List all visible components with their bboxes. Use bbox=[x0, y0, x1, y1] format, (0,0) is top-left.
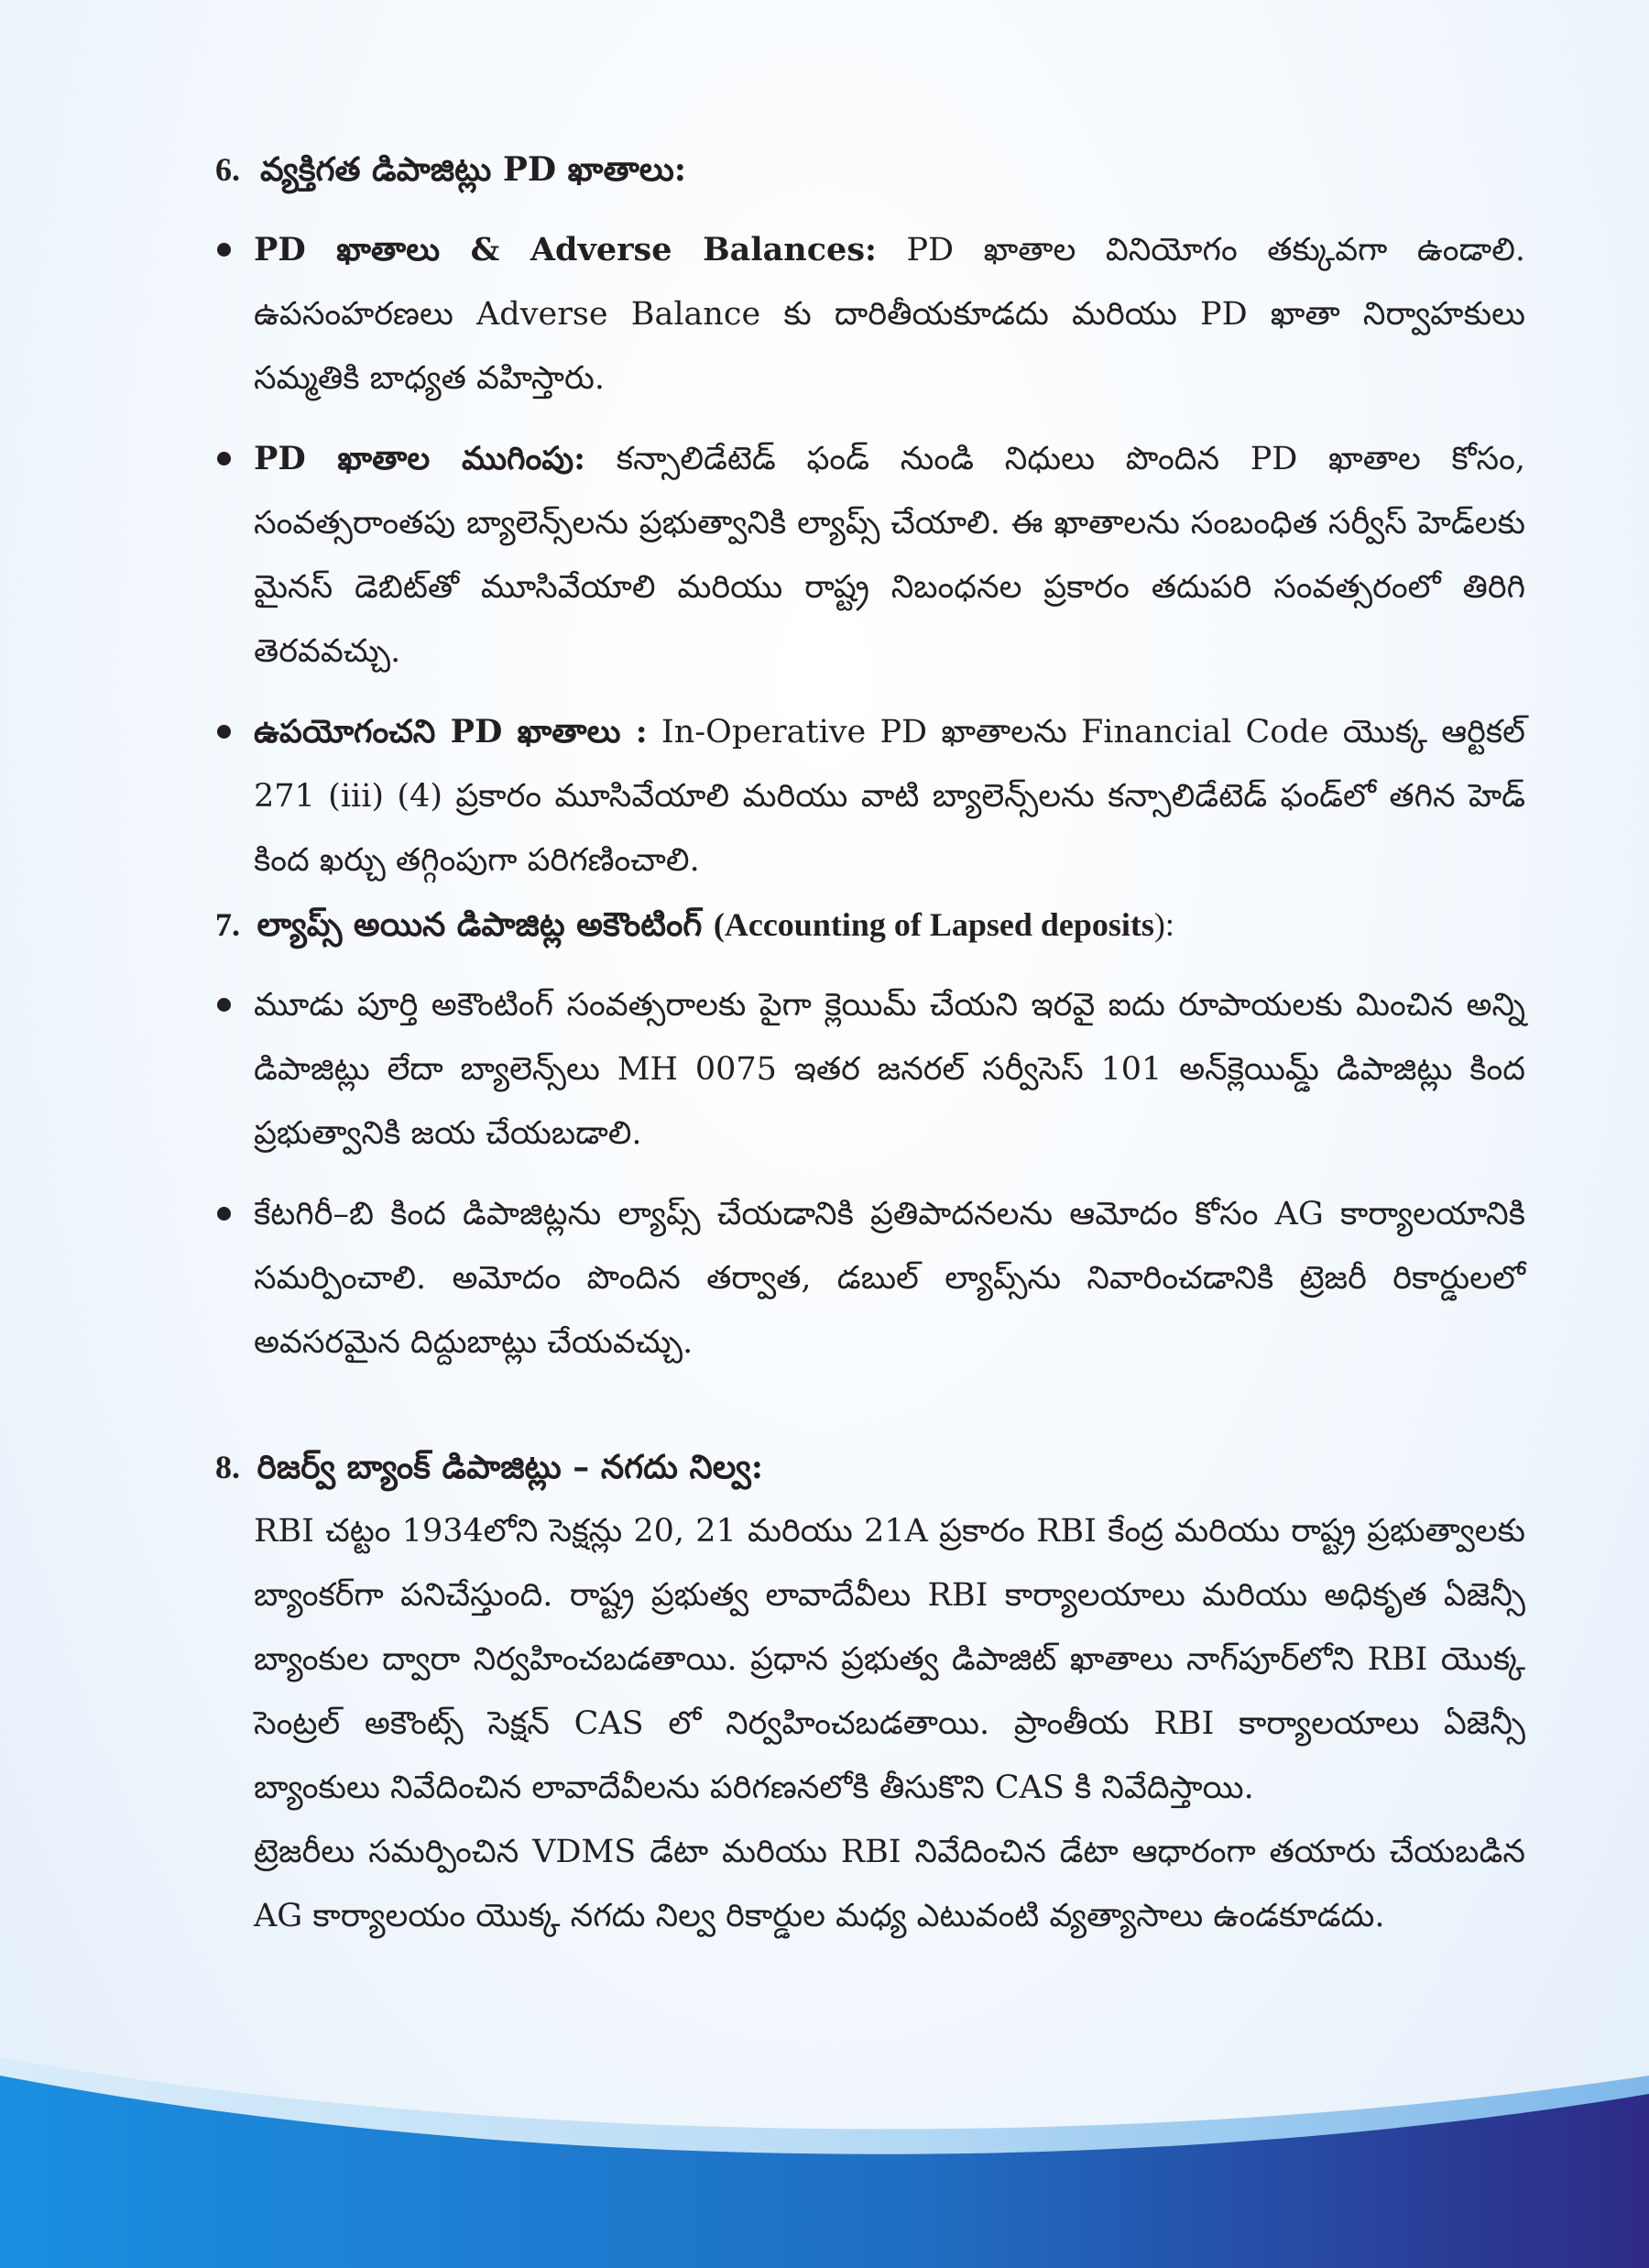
bullet-text: In-Operative PD ఖాతాలను Financial Code యొక్క ఆర్టికల్ 271 (iii) (4) ప్రకారం మూసివేయాలి మరియు వాటి బ్యాలెన్స్‌లను కన్సాలిడేటెడ్ ఫండ్‌లో తగిన హెడ్ కింద ఖర్చు తగ్గింపుగా పరిగణించాలి. bbox=[254, 714, 1525, 879]
section-6-list bbox=[215, 218, 1525, 893]
list-item bbox=[215, 427, 1525, 684]
section-6-title: వ్యక్తిగత డిపాజిట్లు PD ఖాతాలు: bbox=[260, 150, 687, 189]
footer-wave bbox=[0, 2057, 1649, 2268]
section-6-heading bbox=[215, 137, 1525, 202]
bullet-text: మూడు పూర్తి అకౌంటింగ్ సంవత్సరాలకు పైగా క్లెయిమ్ చేయని ఇరవై ఐదు రూపాయలకు మించిన అన్ని డిపాజిట్లు లేదా బ్యాలెన్స్‌లు MH 0075 ఇతర జనరల్ సర్వీసెస్ 101 అన్‌క్లెయిమ్డ్ డిపాజిట్లు కింద ప్రభుత్వానికి జయ చేయబడాలి. bbox=[254, 987, 1525, 1152]
bullet-icon bbox=[217, 452, 231, 466]
section-8-title: రిజర్వ్ బ్యాంక్ డిపాజిట్లు – నగదు నిల్వ: bbox=[257, 1448, 764, 1486]
document-body bbox=[215, 137, 1525, 1948]
list-item bbox=[215, 973, 1525, 1166]
bullet-lead: PD ఖాతాల ముగింపు: bbox=[254, 440, 586, 477]
bullet-lead: ఉపయోగంచని PD ఖాతాలు : bbox=[254, 713, 648, 751]
bullet-text: PD ఖాతాల వినియోగం తక్కువగా ఉండాలి. ఉపసంహరణలు Adverse Balance కు దారితీయకూడదు మరియు PD ఖాతా నిర్వాహకులు సమ్మతికి బాధ్యత వహిస్తారు. bbox=[254, 232, 1525, 397]
section-8-paragraph: ట్రెజరీలు సమర్పించిన VDMS డేటా మరియు RBI నివేదించిన డేటా ఆధారంగా తయారు చేయబడిన AG కార్యాలయం యొక్క నగదు నిల్వ రికార్డుల మధ్య ఎటువంటి వ్యత్యాసాలు ఉండకూడదు. bbox=[254, 1834, 1525, 1934]
list-item bbox=[215, 218, 1525, 411]
section-7-title: ల్యాప్స్ అయిన డిపాజిట్ల అకౌంటింగ్ bbox=[257, 905, 703, 944]
section-7-title-end: ): bbox=[1153, 906, 1174, 943]
section-8-paragraph: RBI చట్టం 1934లోని సెక్షన్లు 20, 21 మరియు 21A ప్రకారం RBI కేంద్ర మరియు రాష్ట్ర ప్రభుత్వాలకు బ్యాంకర్‌గా పనిచేస్తుంది. రాష్ట్ర ప్రభుత్వ లావాదేవీలు RBI కార్యాలయాలు మరియు అధికృత ఏజెన్సీ బ్యాంకుల ద్వారా నిర్వహించబడతాయి. ప్రధాన ప్రభుత్వ డిపాజిట్ ఖాతాలు నాగ్‌పూర్‌లోని RBI యొక్క సెంట్రల్ అకౌంట్స్ సెక్షన్ CAS లో నిర్వహించబడతాయి. ప్రాంతీయ RBI కార్యాలయాలు ఏజెన్సీ బ్యాంకులు నివేదించిన లావాదేవీలను పరిగణనలోకి తీసుకొని CAS కి నివేదిస్తాయి. bbox=[254, 1513, 1525, 1806]
bullet-icon bbox=[217, 1207, 231, 1221]
section-8-heading bbox=[215, 1435, 1525, 1499]
bullet-icon bbox=[217, 725, 231, 739]
list-item bbox=[215, 700, 1525, 893]
bullet-icon bbox=[217, 243, 231, 257]
section-7-heading bbox=[215, 893, 1525, 957]
section-7-title-english: (Accounting of Lapsed deposits bbox=[713, 906, 1154, 943]
bullet-text: కేటగిరీ–బి కింద డిపాజిట్లను ల్యాప్స్ చేయడానికి ప్రతిపాదనలను ఆమోదం కోసం AG కార్యాలయానికి సమర్పించాలి. అమోదం పొందిన తర్వాత, డబుల్ ల్యాప్స్‌ను నివారించడానికి ట్రెజరీ రికార్డులలో అవసరమైన దిద్దుబాట్లు చేయవచ్చు. bbox=[254, 1196, 1525, 1361]
bullet-text: కన్సాలిడేటెడ్ ఫండ్ నుండి నిధులు పొందిన PD ఖాతాల కోసం, సంవత్సరాంతపు బ్యాలెన్స్‌లను ప్రభుత్వానికి ల్యాప్స్ చేయాలి. ఈ ఖాతాలను సంబంధిత సర్వీస్ హెడ్‌లకు మైనస్ డెబిట్‌తో మూసివేయాలి మరియు రాష్ట్ర నిబంధనల ప్రకారం తదుపరి సంవత్సరంలో తిరిగి తెరవవచ్చు. bbox=[254, 441, 1525, 670]
section-7-list bbox=[215, 973, 1525, 1375]
list-item bbox=[215, 1182, 1525, 1375]
bullet-icon bbox=[217, 998, 231, 1012]
bullet-lead: PD ఖాతాలు & Adverse Balances: bbox=[254, 231, 877, 268]
section-8-number: 8. bbox=[215, 1449, 240, 1485]
section-6-number: 6. bbox=[215, 151, 240, 188]
section-7-number: 7. bbox=[215, 906, 240, 943]
